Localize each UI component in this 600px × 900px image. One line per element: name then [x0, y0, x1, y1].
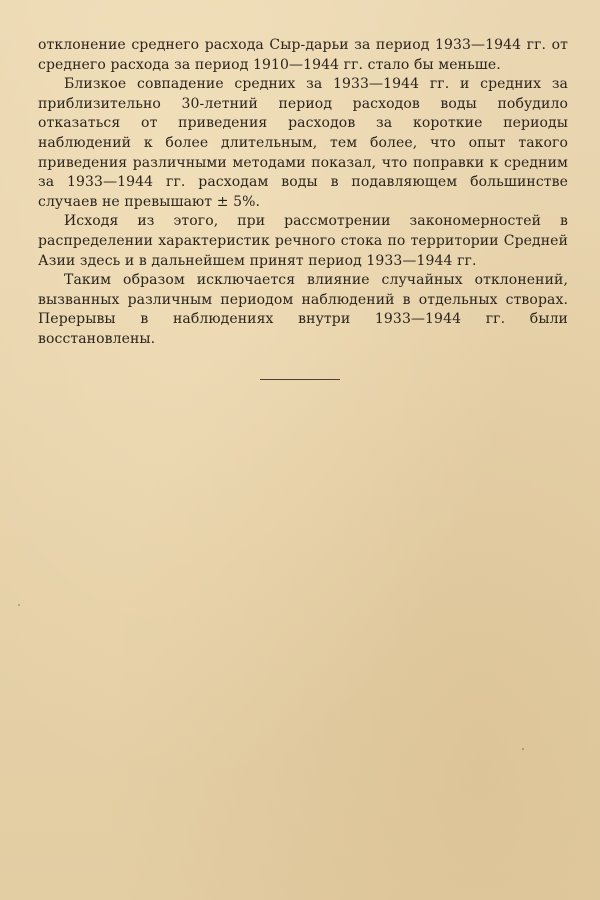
paragraph-3: Исходя из этого, при рассмотрении закономерностей в распределении характеристик речного стока по территории Средней Азии здесь и в дальнейшем принят период 1933—1944 гг.: [38, 213, 568, 269]
paragraph-4: Таким образом исключается влияние случайных отклонений, вызванных различным периодом наблюдений в отдельных створах. Перерывы в наблюдениях внутри 1933—1944 гг. были восстановлены.: [38, 272, 568, 347]
section-end-divider: [260, 379, 340, 380]
paragraph-1: отклонение среднего расхода Сыр-дарьи за период 1933—1944 гг. от среднего расхода за период 1910—1944 гг. стало бы меньше.: [38, 37, 568, 73]
paper-speck: [522, 748, 524, 750]
paragraph-2: Близкое совпадение средних за 1933—1944 гг. и средних за приблизительно 30-летний период расходов воды побудило отказаться от приведения расходов за короткие периоды наблюдений к более длительным, тем более, что опыт такого приведения различными методами показал, что поправки к средним за 1933—1944 гг. расходам воды в подавляющем большинстве случаев не превышают ± 5%.: [38, 76, 568, 210]
paper-speck: [18, 604, 20, 606]
document-page: [38, 36, 568, 350]
